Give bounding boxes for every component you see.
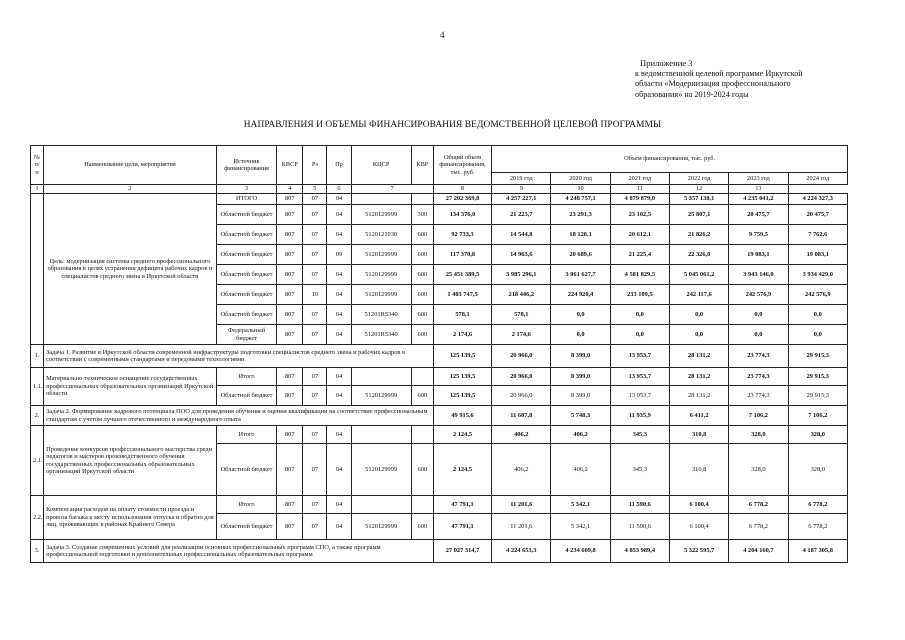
funding-source: ИТОГО	[216, 194, 276, 205]
year-value: 5 748,3	[551, 406, 610, 426]
rz-cell: 07	[303, 225, 327, 245]
kvr-cell	[411, 194, 433, 205]
table-row	[31, 368, 848, 386]
total-cell: 25 451 389,5	[433, 265, 491, 285]
col-number: 7	[351, 185, 433, 194]
funding-source: Областной бюджет	[216, 245, 276, 265]
row-number: 1.	[31, 345, 44, 368]
year-value: 13 953,7	[610, 368, 669, 386]
year-value: 11 201,6	[492, 514, 551, 540]
kvsr-cell: 807	[277, 514, 303, 540]
total-cell: 2 124,5	[433, 426, 491, 444]
row-name: Компенсация расходов на оплату стоимости проезда и провоза багажа к месту использования отпуска и обратно для лиц, проживающих в районах Крайнего Севера	[44, 496, 217, 540]
kcsr-cell	[351, 426, 411, 444]
year-value: 0,0	[729, 305, 788, 325]
kvr-cell: 300	[411, 205, 433, 225]
funding-source: Итого	[216, 368, 276, 386]
row-name: Цель: модернизация системы среднего профессионального образования в целях устранения дефицита рабочих кадров и специалистов среднего звена в Иркутской области	[44, 194, 217, 345]
year-value: 5 045 061,2	[670, 265, 729, 285]
kcsr-cell: 5120129999	[351, 265, 411, 285]
year-value: 4 234 609,8	[551, 540, 610, 563]
year-value: 0,0	[788, 325, 847, 345]
funding-source: Областной бюджет	[216, 514, 276, 540]
kvr-cell	[411, 426, 433, 444]
pr-cell: 09	[327, 245, 351, 265]
header-total: Общий объем финансирования, тыс. руб.	[433, 146, 491, 185]
page-number: 4	[440, 30, 445, 40]
year-value: 6 778,2	[729, 496, 788, 514]
pr-cell: 04	[327, 305, 351, 325]
year-value: 345,3	[610, 444, 669, 496]
kvr-cell: 600	[411, 444, 433, 496]
year-value: 23 774,3	[729, 386, 788, 406]
total-cell: 49 915,6	[433, 406, 491, 426]
year-value: 0,0	[610, 305, 669, 325]
pr-cell: 04	[327, 285, 351, 305]
year-value: 328,0	[788, 444, 847, 496]
header-kcsr: КЦСР	[351, 146, 411, 185]
rz-cell: 07	[303, 444, 327, 496]
year-value: 8 399,0	[551, 345, 610, 368]
year-value: 4 879 879,0	[610, 194, 669, 205]
year-value: 23 774,3	[729, 368, 788, 386]
year-value: 6 778,2	[788, 496, 847, 514]
col-number: 11	[610, 185, 669, 194]
funding-source: Областной бюджет	[216, 386, 276, 406]
year-value: 11 607,8	[492, 406, 551, 426]
task-name: Задача 2. Формирование кадрового потенциала ПОО для проведения обучения и оценки квалификации на соответствие профессиональным стандартам с учетом лучшего отечественного и международного опыта	[44, 406, 434, 426]
year-value: 3 961 627,7	[551, 265, 610, 285]
pr-cell: 04	[327, 514, 351, 540]
kvr-cell: 600	[411, 386, 433, 406]
kvr-cell	[411, 368, 433, 386]
kvsr-cell: 807	[277, 386, 303, 406]
year-value: 22 326,0	[670, 245, 729, 265]
year-value: 328,0	[729, 444, 788, 496]
year-value: 21 223,7	[492, 205, 551, 225]
row-number: 1.1.	[31, 368, 44, 406]
kvr-cell: 600	[411, 305, 433, 325]
header-rz: Рз	[303, 146, 327, 185]
year-value: 20 689,6	[551, 245, 610, 265]
year-value: 20 475,7	[788, 205, 847, 225]
rz-cell: 07	[303, 368, 327, 386]
kvsr-cell: 807	[277, 205, 303, 225]
total-cell: 578,1	[433, 305, 491, 325]
year-value: 0,0	[610, 325, 669, 345]
year-value: 218 446,2	[492, 285, 551, 305]
year-value: 9 759,5	[729, 225, 788, 245]
kcsr-cell: 51201R5340	[351, 305, 411, 325]
year-value: 4 248 757,1	[551, 194, 610, 205]
total-cell: 47 791,1	[433, 496, 491, 514]
kvr-cell: 600	[411, 325, 433, 345]
year-value: 20 966,0	[492, 345, 551, 368]
row-name: Проведение конкурсов профессионального мастерства среди педагогов и мастеров производственного обучения государственных профессиональных образовательных организаций Иркутской области	[44, 426, 217, 496]
pr-cell: 04	[327, 368, 351, 386]
year-value: 310,8	[670, 444, 729, 496]
year-value: 11 590,6	[610, 514, 669, 540]
kcsr-cell: 5120129999	[351, 444, 411, 496]
task-name: Задача 1. Развитие в Иркутской области современной инфраструктуры подготовки специалистов среднего звена и рабочих кадров в соответствии с современными стандартами и передовыми технологиями	[44, 345, 434, 368]
year-value: 20 475,7	[729, 205, 788, 225]
funding-source: Областной бюджет	[216, 205, 276, 225]
rz-cell: 07	[303, 386, 327, 406]
total-cell: 2 174,6	[433, 325, 491, 345]
pr-cell: 04	[327, 225, 351, 245]
year-value: 6 100,4	[670, 514, 729, 540]
row-number: 2.	[31, 406, 44, 426]
total-cell: 92 733,3	[433, 225, 491, 245]
kcsr-cell: 5120129999	[351, 386, 411, 406]
header-year: 2021 год	[610, 173, 669, 185]
year-value: 7 106,2	[729, 406, 788, 426]
total-cell: 1 403 747,5	[433, 285, 491, 305]
row-number: 2.1.	[31, 426, 44, 496]
kvsr-cell: 807	[277, 194, 303, 205]
year-value: 8 399,0	[551, 368, 610, 386]
year-value: 578,1	[492, 305, 551, 325]
annex-line: области «Модернизация профессионального	[635, 79, 791, 88]
funding-source: Областной бюджет	[216, 265, 276, 285]
funding-source: Областной бюджет	[216, 285, 276, 305]
total-cell: 125 139,5	[433, 386, 491, 406]
year-value: 406,2	[492, 426, 551, 444]
table-row	[31, 426, 848, 444]
header-num: № п/п	[31, 146, 44, 185]
rz-cell: 07	[303, 325, 327, 345]
col-number: 3	[216, 185, 276, 194]
year-value: 0,0	[788, 305, 847, 325]
year-value: 7 106,2	[788, 406, 847, 426]
kvr-cell: 600	[411, 285, 433, 305]
kcsr-cell: 5120129999	[351, 205, 411, 225]
row-number: 2.2.	[31, 496, 44, 540]
col-number: 4	[277, 185, 303, 194]
rz-cell: 07	[303, 305, 327, 325]
year-value: 19 083,1	[788, 245, 847, 265]
year-value: 233 109,5	[610, 285, 669, 305]
year-value: 0,0	[729, 325, 788, 345]
header-source: Источник финансирования	[216, 146, 276, 185]
header-year: 2019 год	[492, 173, 551, 185]
year-value: 3 934 429,0	[788, 265, 847, 285]
annex-line: образования» на 2019-2024 годы	[635, 89, 749, 99]
year-value: 4 224 327,3	[788, 194, 847, 205]
pr-cell: 04	[327, 496, 351, 514]
pr-cell: 04	[327, 265, 351, 285]
kvsr-cell: 807	[277, 245, 303, 265]
year-value: 406,2	[551, 426, 610, 444]
year-value: 11 201,6	[492, 496, 551, 514]
rz-cell: 07	[303, 205, 327, 225]
year-value: 11 935,9	[610, 406, 669, 426]
kvsr-cell: 807	[277, 225, 303, 245]
col-number: 5	[303, 185, 327, 194]
year-value: 7 762,6	[788, 225, 847, 245]
year-value: 14 544,8	[492, 225, 551, 245]
year-value: 29 915,3	[788, 345, 847, 368]
annex-header	[635, 58, 803, 100]
year-value: 345,3	[610, 426, 669, 444]
header-year: 2024 год	[788, 173, 847, 185]
year-value: 6 778,2	[788, 514, 847, 540]
kvsr-cell: 807	[277, 368, 303, 386]
kcsr-cell: 5120121030	[351, 225, 411, 245]
year-value: 25 807,1	[670, 205, 729, 225]
task-row	[31, 406, 848, 426]
kvr-cell: 600	[411, 265, 433, 285]
total-cell: 125 139,5	[433, 368, 491, 386]
row-name: Материально-техническое оснащение государственных профессиональных образовательных организаций Иркутской области	[44, 368, 217, 406]
year-value: 4 204 160,7	[729, 540, 788, 563]
kvsr-cell: 807	[277, 496, 303, 514]
year-value: 0,0	[551, 305, 610, 325]
total-cell: 125 139,5	[433, 345, 491, 368]
header-pr: Пр	[327, 146, 351, 185]
rz-cell: 07	[303, 496, 327, 514]
year-value: 4 224 653,3	[492, 540, 551, 563]
kvsr-cell: 807	[277, 444, 303, 496]
year-value: 5 357 138,1	[670, 194, 729, 205]
total-cell: 2 124,5	[433, 444, 491, 496]
annex-line: к ведомственной целевой программе Иркутской	[635, 68, 803, 78]
year-value: 21 826,2	[670, 225, 729, 245]
header-name: Наименование цели, мероприятия	[44, 146, 217, 185]
annex-line: Приложение 3	[640, 58, 693, 68]
document-title: НАПРАВЛЕНИЯ И ОБЪЕМЫ ФИНАНСИРОВАНИЯ ВЕДОМСТВЕННОЙ ЦЕЛЕВОЙ ПРОГРАММЫ	[243, 120, 662, 130]
year-value: 4 853 989,4	[610, 540, 669, 563]
pr-cell: 04	[327, 205, 351, 225]
kvr-cell	[411, 496, 433, 514]
year-value: 23 291,3	[551, 205, 610, 225]
table-row	[31, 496, 848, 514]
rz-cell: 07	[303, 514, 327, 540]
year-value: 3 985 296,1	[492, 265, 551, 285]
year-value: 19 083,1	[729, 245, 788, 265]
year-value: 13 953,7	[610, 386, 669, 406]
funding-source: Итого	[216, 426, 276, 444]
col-number: 1	[31, 185, 44, 194]
year-value: 29 915,3	[788, 368, 847, 386]
year-value: 406,2	[551, 444, 610, 496]
kvr-cell: 600	[411, 514, 433, 540]
rz-cell: 07	[303, 265, 327, 285]
year-value: 4 235 041,2	[729, 194, 788, 205]
header-kvr: КВР	[411, 146, 433, 185]
rz-cell: 07	[303, 245, 327, 265]
year-value: 0,0	[670, 325, 729, 345]
year-value: 28 131,2	[670, 386, 729, 406]
year-value: 3 943 146,0	[729, 265, 788, 285]
year-value: 23 774,3	[729, 345, 788, 368]
year-value: 0,0	[551, 325, 610, 345]
year-value: 4 581 829,5	[610, 265, 669, 285]
year-value: 20 612,1	[610, 225, 669, 245]
header-year: 2023 год	[729, 173, 788, 185]
year-value: 6 100,4	[670, 496, 729, 514]
row-number: 3.	[31, 540, 44, 563]
year-value: 20 966,0	[492, 386, 551, 406]
year-value: 5 342,1	[551, 514, 610, 540]
year-value: 242 117,6	[670, 285, 729, 305]
year-value: 4 257 227,1	[492, 194, 551, 205]
total-cell: 27 027 314,7	[433, 540, 491, 563]
header-by-year: Объем финансирования, тыс. руб.	[492, 146, 848, 173]
kvsr-cell: 807	[277, 325, 303, 345]
kcsr-cell	[351, 194, 411, 205]
kcsr-cell	[351, 496, 411, 514]
total-cell: 27 202 369,8	[433, 194, 491, 205]
year-value: 406,2	[492, 444, 551, 496]
pr-cell: 04	[327, 194, 351, 205]
funding-source: Областной бюджет	[216, 444, 276, 496]
year-value: 5 342,1	[551, 496, 610, 514]
kcsr-cell: 5120129999	[351, 514, 411, 540]
year-value: 5 322 595,7	[670, 540, 729, 563]
rz-cell: 10	[303, 285, 327, 305]
pr-cell: 04	[327, 325, 351, 345]
col-number: 13	[729, 185, 788, 194]
year-value: 8 399,0	[551, 386, 610, 406]
year-value: 21 225,4	[610, 245, 669, 265]
kvsr-cell: 807	[277, 426, 303, 444]
year-value: 310,8	[670, 426, 729, 444]
rz-cell: 07	[303, 194, 327, 205]
year-value: 29 915,3	[788, 386, 847, 406]
year-value: 6 411,2	[670, 406, 729, 426]
kcsr-cell: 5120129999	[351, 285, 411, 305]
year-value: 328,0	[788, 426, 847, 444]
kvsr-cell: 807	[277, 285, 303, 305]
year-value: 6 778,2	[729, 514, 788, 540]
task-row	[31, 540, 848, 563]
pr-cell: 04	[327, 444, 351, 496]
col-number: 8	[433, 185, 491, 194]
funding-source: Областной бюджет	[216, 305, 276, 325]
year-value: 18 128,1	[551, 225, 610, 245]
year-value: 11 590,6	[610, 496, 669, 514]
year-value: 242 576,9	[729, 285, 788, 305]
total-cell: 134 376,0	[433, 205, 491, 225]
year-value: 242 576,9	[788, 285, 847, 305]
year-value: 2 174,6	[492, 325, 551, 345]
col-number: 12	[670, 185, 729, 194]
kvsr-cell: 807	[277, 305, 303, 325]
pr-cell: 04	[327, 386, 351, 406]
funding-source: Итого	[216, 496, 276, 514]
total-cell: 47 791,1	[433, 514, 491, 540]
financing-table	[30, 145, 848, 563]
table-row	[31, 194, 848, 205]
col-number: 9	[492, 185, 551, 194]
task-row	[31, 345, 848, 368]
year-value: 14 963,6	[492, 245, 551, 265]
header-kvsr: КВСР	[277, 146, 303, 185]
year-value: 13 953,7	[610, 345, 669, 368]
kvsr-cell: 807	[277, 265, 303, 285]
kvr-cell: 600	[411, 245, 433, 265]
total-cell: 117 370,8	[433, 245, 491, 265]
year-value: 28 131,2	[670, 368, 729, 386]
col-number: 6	[327, 185, 351, 194]
pr-cell: 04	[327, 426, 351, 444]
year-value: 0,0	[670, 305, 729, 325]
kcsr-cell: 51201R5340	[351, 325, 411, 345]
col-number: 10	[551, 185, 610, 194]
header-year: 2020 год	[551, 173, 610, 185]
task-name: Задача 3. Создание современных условий для реализации основных профессиональных программ СПО, а также программ профессиональной подготовки и дополнительных профессиональных образовательных программ	[44, 540, 434, 563]
kcsr-cell: 5120129999	[351, 245, 411, 265]
year-value: 328,0	[729, 426, 788, 444]
col-number: 2	[44, 185, 217, 194]
kcsr-cell	[351, 368, 411, 386]
header-year: 2022 год	[670, 173, 729, 185]
year-value: 28 131,2	[670, 345, 729, 368]
year-value: 20 966,0	[492, 368, 551, 386]
year-value: 4 187 305,8	[788, 540, 847, 563]
year-value: 224 920,4	[551, 285, 610, 305]
funding-source: Областной бюджет	[216, 225, 276, 245]
kvr-cell: 600	[411, 225, 433, 245]
row-number	[31, 194, 44, 345]
year-value: 23 102,5	[610, 205, 669, 225]
rz-cell: 07	[303, 426, 327, 444]
funding-source: Федеральный бюджет	[216, 325, 276, 345]
